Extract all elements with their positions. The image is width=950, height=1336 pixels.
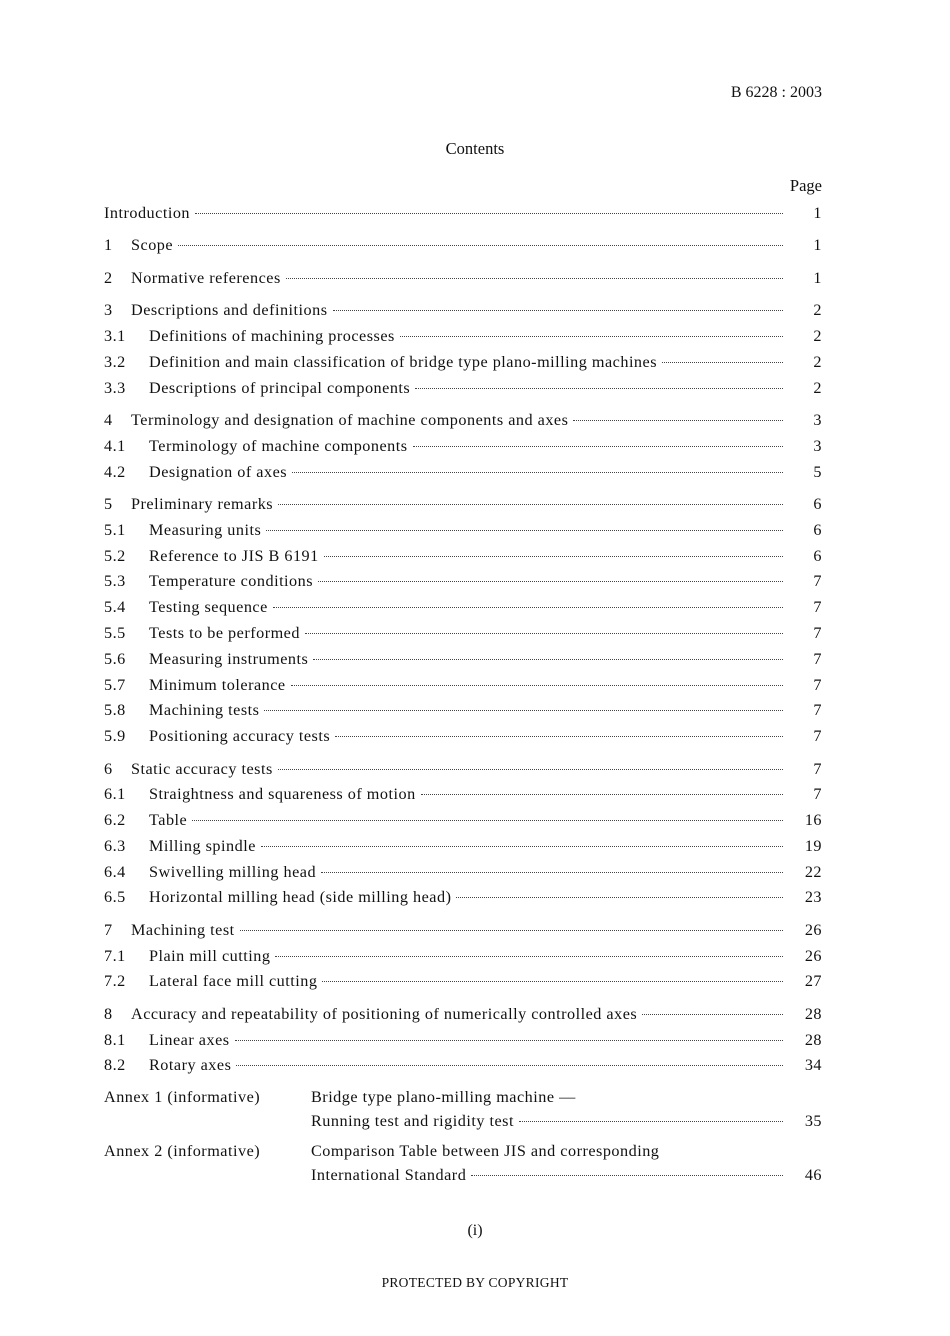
toc-dot-leader xyxy=(313,659,783,660)
toc-entry[interactable] xyxy=(104,1056,822,1082)
toc-entry[interactable] xyxy=(104,863,822,889)
toc-entry-number: 6.2 xyxy=(104,811,126,830)
toc-entry[interactable] xyxy=(104,379,822,405)
toc-dot-leader xyxy=(235,1040,783,1041)
toc-entry-number: 8.2 xyxy=(104,1056,126,1075)
toc-entry-page: 2 xyxy=(813,326,822,345)
toc-entry-title: Plain mill cutting xyxy=(149,946,271,965)
toc-dot-leader xyxy=(195,213,783,214)
toc-dot-leader xyxy=(278,504,783,505)
toc-entry-number: 5.8 xyxy=(104,701,126,720)
toc-entry-page: 7 xyxy=(813,623,822,642)
toc-dot-leader xyxy=(192,820,783,821)
toc-entry-title: Definitions of machining processes xyxy=(149,326,395,345)
toc-dot-leader xyxy=(400,336,783,337)
toc-entry[interactable] xyxy=(104,547,822,573)
toc-entry[interactable] xyxy=(104,236,822,262)
toc-dot-leader xyxy=(292,472,783,473)
toc-section-gap xyxy=(104,262,822,269)
toc-entry-number: 6 xyxy=(104,759,113,778)
toc-dot-leader xyxy=(291,685,783,686)
toc-entry-number: 7.2 xyxy=(104,972,126,991)
toc-entry-title: Designation of axes xyxy=(149,462,288,481)
toc-entry-title: Preliminary remarks xyxy=(131,494,274,513)
toc-entry-number: 2 xyxy=(104,268,113,287)
annex-title-line xyxy=(311,1142,822,1166)
toc-entry-title: Table xyxy=(149,811,188,830)
toc-entry-page: 28 xyxy=(804,1004,822,1023)
toc-entry-number: 8 xyxy=(104,1004,113,1023)
toc-entry-page: 7 xyxy=(813,785,822,804)
toc-entry-title: Machining test xyxy=(131,920,235,939)
annex-title-line1: Bridge type plano-milling machine — xyxy=(311,1088,576,1107)
page-column-heading: Page xyxy=(789,176,822,195)
toc-entry[interactable] xyxy=(104,676,822,702)
toc-entry-number: 3.3 xyxy=(104,378,126,397)
toc-entry-number: 6.5 xyxy=(104,888,126,907)
toc-dot-leader xyxy=(642,1014,783,1015)
toc-entry-number: 5 xyxy=(104,494,113,513)
toc-entry-page: 26 xyxy=(804,946,822,965)
toc-entry-title: Descriptions and definitions xyxy=(131,301,328,320)
toc-entry[interactable] xyxy=(104,701,822,727)
toc-dot-leader xyxy=(178,245,783,246)
toc-entry-title: Measuring units xyxy=(149,520,262,539)
toc-entry[interactable] xyxy=(104,785,822,811)
toc-entry-page: 7 xyxy=(813,649,822,668)
toc-entry-page: 34 xyxy=(804,1056,822,1075)
toc-entry[interactable] xyxy=(104,650,822,676)
toc-dot-leader xyxy=(415,388,783,389)
toc-entry-number: 6.3 xyxy=(104,836,126,855)
toc-entry-number: 5.1 xyxy=(104,520,126,539)
toc-entry-page: 5 xyxy=(813,462,822,481)
toc-dot-leader xyxy=(261,846,783,847)
toc-dot-leader xyxy=(519,1121,783,1122)
toc-section-gap xyxy=(104,914,822,921)
toc-section-gap xyxy=(104,753,822,760)
toc-dot-leader xyxy=(573,420,783,421)
toc-entry-page: 3 xyxy=(813,410,822,429)
toc-section-gap xyxy=(104,295,822,302)
toc-entry[interactable] xyxy=(104,811,822,837)
toc-entry-page: 23 xyxy=(804,888,822,907)
toc-entry-page: 19 xyxy=(804,836,822,855)
toc-entry-page: 2 xyxy=(813,301,822,320)
toc-dot-leader xyxy=(305,633,783,634)
toc-entry-page: 7 xyxy=(813,701,822,720)
toc-dot-leader xyxy=(236,1065,783,1066)
toc-section-gap xyxy=(104,998,822,1005)
toc-entry[interactable] xyxy=(104,495,822,521)
toc-dot-leader xyxy=(264,710,783,711)
toc-entry-title: Reference to JIS B 6191 xyxy=(149,546,319,565)
toc-section-gap xyxy=(104,230,822,237)
toc-dot-leader xyxy=(413,446,783,447)
annex-title-block xyxy=(311,1142,822,1190)
toc-entry-page: 7 xyxy=(813,572,822,591)
toc-entry[interactable] xyxy=(104,837,822,863)
toc-entry-number: 5.5 xyxy=(104,623,126,642)
toc-dot-leader xyxy=(662,362,783,363)
toc-entry-number: 5.9 xyxy=(104,727,126,746)
toc-entry-title: Terminology of machine components xyxy=(149,436,408,455)
toc-entry-number: 6.4 xyxy=(104,862,126,881)
toc-entry-title: Positioning accuracy tests xyxy=(149,727,331,746)
toc-entry[interactable] xyxy=(104,888,822,914)
toc-entry-page: 7 xyxy=(813,598,822,617)
toc-entry-number: 5.4 xyxy=(104,598,126,617)
toc-entry-title: Normative references xyxy=(131,268,281,287)
toc-entry-title: Lateral face mill cutting xyxy=(149,972,318,991)
toc-entry[interactable] xyxy=(104,353,822,379)
toc-entry-title: Descriptions of principal components xyxy=(149,378,411,397)
toc-entry-title: Terminology and designation of machine components and axes xyxy=(131,410,569,429)
toc-entry-page: 6 xyxy=(813,546,822,565)
toc-entry-page: 1 xyxy=(813,204,822,222)
toc-entry-number: 5.6 xyxy=(104,649,126,668)
toc-entry-title: Testing sequence xyxy=(149,598,268,617)
toc-entry[interactable] xyxy=(104,204,822,230)
toc-entry-title: Measuring instruments xyxy=(149,649,309,668)
toc-dot-leader xyxy=(273,607,783,608)
annex-title-line2: International Standard xyxy=(311,1166,467,1185)
annex-page: 35 xyxy=(804,1112,822,1131)
toc-entry-page: 6 xyxy=(813,494,822,513)
toc-entry-page: 28 xyxy=(804,1030,822,1049)
toc-dot-leader xyxy=(471,1175,783,1176)
toc-entry[interactable] xyxy=(104,760,822,786)
toc-entry[interactable] xyxy=(104,972,822,998)
annex-title-block xyxy=(311,1088,822,1136)
toc-entry[interactable] xyxy=(104,437,822,463)
toc-dot-leader xyxy=(318,581,783,582)
toc-dot-leader xyxy=(266,530,783,531)
toc-annex-entry[interactable] xyxy=(104,1142,822,1190)
toc-dot-leader xyxy=(321,872,783,873)
toc-entry[interactable] xyxy=(104,327,822,353)
toc-entry-number: 4.1 xyxy=(104,436,126,455)
toc-entry-page: 2 xyxy=(813,352,822,371)
toc-entry-page: 1 xyxy=(813,236,822,255)
annex-title-line xyxy=(311,1166,822,1190)
toc-entry-number: 4.2 xyxy=(104,462,126,481)
toc-section-gap xyxy=(104,488,822,495)
toc-entry[interactable] xyxy=(104,521,822,547)
toc-dot-leader xyxy=(322,981,783,982)
toc-entry[interactable] xyxy=(104,269,822,295)
toc-entry[interactable] xyxy=(104,921,822,947)
annex-title-line1: Comparison Table between JIS and corresponding xyxy=(311,1142,660,1161)
toc-entry-page: 1 xyxy=(813,268,822,287)
annex-label: Annex 1 (informative) xyxy=(104,1088,261,1107)
toc-entry[interactable] xyxy=(104,1005,822,1031)
toc-entry-title: Definition and main classification of bridge type plano-milling machines xyxy=(149,352,658,371)
toc-dot-leader xyxy=(278,769,783,770)
toc-section-gap xyxy=(104,404,822,411)
toc-entry[interactable] xyxy=(104,598,822,624)
toc-entry-title: Tests to be performed xyxy=(149,623,300,642)
toc-entry-number: 3 xyxy=(104,301,113,320)
toc-entry-title: Static accuracy tests xyxy=(131,759,273,778)
toc-dot-leader xyxy=(335,736,783,737)
toc-entry-number: 3.1 xyxy=(104,326,126,345)
toc-entry-title: Accuracy and repeatability of positioning of numerically controlled axes xyxy=(131,1004,638,1023)
contents-title: Contents xyxy=(445,139,505,158)
toc-entry-number: 6.1 xyxy=(104,785,126,804)
copyright-notice: PROTECTED BY COPYRIGHT xyxy=(381,1275,569,1290)
toc-entry-number: 7 xyxy=(104,920,113,939)
annex-title-line xyxy=(311,1088,822,1112)
toc-entry-title: Introduction xyxy=(104,204,191,222)
toc-dot-leader xyxy=(333,310,783,311)
toc-entry-title: Machining tests xyxy=(149,701,260,720)
toc-entry-number: 4 xyxy=(104,410,113,429)
toc-entry-title: Swivelling milling head xyxy=(149,862,317,881)
toc-entry[interactable] xyxy=(104,1031,822,1057)
toc-dot-leader xyxy=(275,956,783,957)
toc-entry-number: 3.2 xyxy=(104,352,126,371)
toc-entry-title: Straightness and squareness of motion xyxy=(149,785,416,804)
toc-entry[interactable] xyxy=(104,572,822,598)
toc-entry-title: Rotary axes xyxy=(149,1056,232,1075)
toc-dot-leader xyxy=(324,556,783,557)
toc-entry[interactable] xyxy=(104,624,822,650)
toc-entry-page: 2 xyxy=(813,378,822,397)
toc-entry-page: 3 xyxy=(813,436,822,455)
document-id: B 6228 : 2003 xyxy=(730,84,822,101)
toc-entry-page: 7 xyxy=(813,675,822,694)
annex-title-line xyxy=(311,1112,822,1136)
annex-title-line2: Running test and rigidity test xyxy=(311,1112,514,1131)
toc-entry[interactable] xyxy=(104,947,822,973)
toc-annex-entry[interactable] xyxy=(104,1088,822,1136)
toc-dot-leader xyxy=(456,897,783,898)
toc-entry-page: 16 xyxy=(804,811,822,830)
toc-entry[interactable] xyxy=(104,727,822,753)
annex-page: 46 xyxy=(804,1166,822,1185)
toc-entry-title: Temperature conditions xyxy=(149,572,314,591)
toc-entry-number: 8.1 xyxy=(104,1030,126,1049)
toc-entry-page: 7 xyxy=(813,727,822,746)
toc-entry-page: 6 xyxy=(813,520,822,539)
toc-entry-title: Scope xyxy=(131,236,174,255)
toc-entry-number: 5.7 xyxy=(104,675,126,694)
toc-entry-number: 7.1 xyxy=(104,946,126,965)
toc-entry-page: 27 xyxy=(804,972,822,991)
toc-entry[interactable] xyxy=(104,301,822,327)
toc-entry-title: Milling spindle xyxy=(149,836,256,855)
toc-entry-number: 5.3 xyxy=(104,572,126,591)
toc-entry-title: Linear axes xyxy=(149,1030,230,1049)
toc-entry-title: Horizontal milling head (side milling head) xyxy=(149,888,452,907)
toc-entry-number: 5.2 xyxy=(104,546,126,565)
toc-dot-leader xyxy=(421,794,783,795)
toc-entry-page: 26 xyxy=(804,920,822,939)
toc-entry-title: Minimum tolerance xyxy=(149,675,286,694)
toc-entry-page: 22 xyxy=(804,862,822,881)
toc-dot-leader xyxy=(240,930,783,931)
toc-entry-number: 1 xyxy=(104,236,113,255)
footer-page-number: (i) xyxy=(467,1222,483,1239)
toc-entry[interactable] xyxy=(104,411,822,437)
table-of-contents xyxy=(104,204,822,1190)
toc-entry-page: 7 xyxy=(813,759,822,778)
annex-label: Annex 2 (informative) xyxy=(104,1142,261,1161)
toc-entry[interactable] xyxy=(104,463,822,489)
toc-dot-leader xyxy=(286,278,783,279)
